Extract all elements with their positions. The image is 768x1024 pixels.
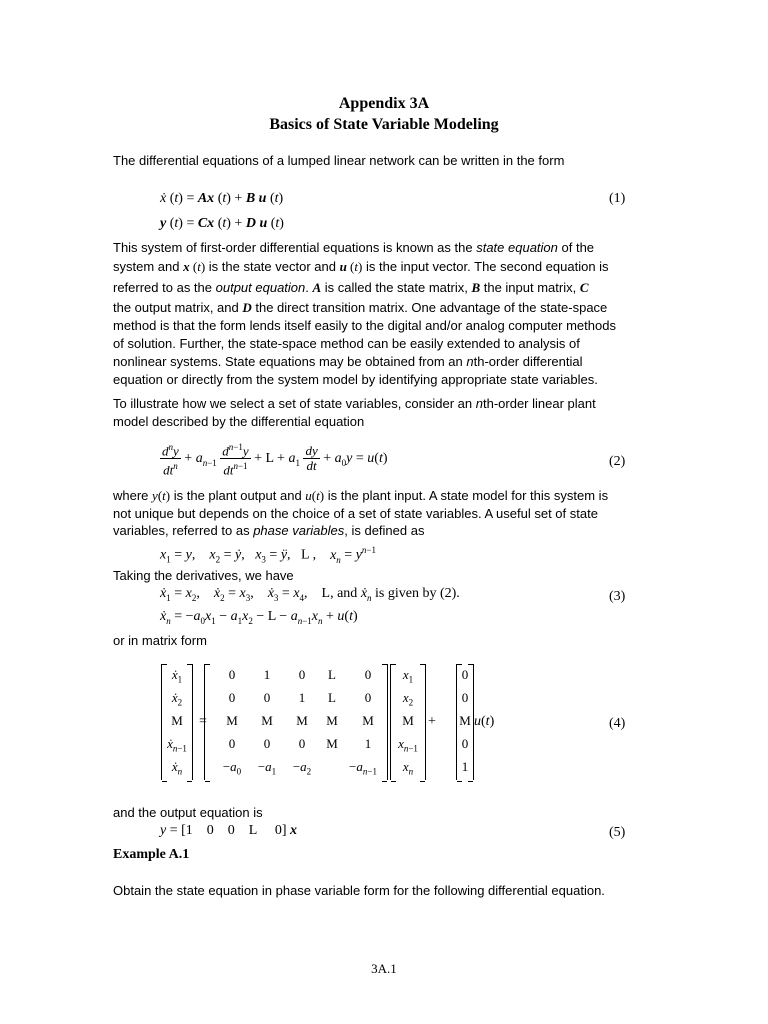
state-equation: ẋ (t) = Ax (t) + B u (t) bbox=[160, 191, 284, 206]
equation-number-2: (2) bbox=[609, 454, 626, 469]
differential-equation: $\frac{d^ny}{dt^n}$ + $a_{n-1}$ $\frac{d^{n-1}y}{dt^{n-1}}$ + $L + a_1$ $\frac{dy}{dt}$ + $a_0y = u(t)$ bbox=[162, 442, 388, 478]
paragraph-line: model described by the differential equation bbox=[113, 414, 365, 429]
input-vector: 0 0 M 0 1 bbox=[456, 664, 474, 780]
state-vector: $x_1$ $x_2$ M $x_{n-1}$ $x_n$ bbox=[390, 664, 426, 780]
intro-paragraph: The differential equations of a lumped linear network can be written in the form bbox=[113, 153, 565, 168]
output-row-equation: y = [1 0 0 L 0] x bbox=[160, 823, 297, 838]
appendix-title: Basics of State Variable Modeling bbox=[269, 116, 499, 133]
example-heading: Example A.1 bbox=[113, 847, 190, 862]
last-derivative-equation: $ẋ_n = -a_0x_1 - a_1x_2 - L - a_{n-1}x_n + u(t)$ bbox=[160, 609, 358, 626]
paragraph-line: system and x (t) is the state vector and u (t) is the input vector. The second equation is bbox=[113, 259, 609, 274]
output-equation: y (t) = Cx (t) + D u (t) bbox=[160, 216, 284, 231]
paragraph-line: of solution. Further, the state-space method can be easily extended to analysis of bbox=[113, 336, 580, 351]
state-derivative-vector: $ẋ_1$ $ẋ_2$ M $ẋ_{n-1}$ $ẋ_n$ bbox=[161, 664, 193, 780]
paragraph-line: nonlinear systems. State equations may be obtained from an nth-order differential bbox=[113, 354, 583, 369]
state-matrix: 0 1 0 L 0 0 0 1 L 0 M M M M M 0 0 0 M 1 $-a_0$ $-a_1$ $-a_2$ $-a_{n-1}$ bbox=[204, 664, 388, 780]
page-number: 3A.1 bbox=[371, 961, 397, 976]
paragraph-line: where y(t) is the plant output and u(t) is the plant input. A state model for this system is bbox=[113, 488, 609, 503]
derivatives-equation: $ẋ_1 = x_2$, $ẋ_2 = x_3$, $ẋ_3 = x_4$, L, and $ẋ_n$ is given by (2). bbox=[160, 586, 460, 603]
paragraph-line: not unique but depends on the choice of a set of state variables. A useful set of state bbox=[113, 506, 598, 521]
paragraph-line: or in matrix form bbox=[113, 633, 207, 648]
paragraph-line: referred to as the output equation. A is called the state matrix, B the input matrix, C bbox=[113, 280, 589, 295]
appendix-heading: Appendix 3A bbox=[338, 95, 430, 112]
paragraph-line: the output matrix, and D the direct transition matrix. One advantage of the state-space bbox=[113, 300, 608, 315]
paragraph-line: method is that the form lends itself easily to the digital and/or analog computer methods bbox=[113, 318, 616, 333]
equation-number-4: (4) bbox=[609, 716, 626, 731]
paragraph-line: variables, referred to as phase variables, is defined as bbox=[113, 523, 425, 538]
paragraph-line: This system of first-order differential equations is known as the state equation of the bbox=[113, 240, 595, 255]
equation-number-1: (1) bbox=[609, 191, 626, 206]
paragraph-line: Taking the derivatives, we have bbox=[113, 568, 294, 583]
equation-number-5: (5) bbox=[609, 825, 626, 840]
paragraph-line: and the output equation is bbox=[113, 805, 263, 820]
phase-variables-definition: $x_1 = y$, $x_2$ = ẏ, $x_3$ = ÿ, L , $x_n = y^{n-1}$ bbox=[160, 545, 376, 565]
document-page: Appendix 3A Basics of State Variable Modeling The differential equations of a lumped linear network can be written in the form ẋ (t) = Ax (t) + B u (t) y (t) = Cx (t) + D u (t) (1) This system of first-order differential equations is known as the state equation of the system and x (t) is the state vector and u (t) is the input vector. The second equation is referred to as the output equation. A is called the state matrix, B the input matrix, C the output matrix, and D the direct transition matrix. One advantage of the state-space method is that the form lends itself easily to the digital and/or analog computer methods of solution. Further, the state-space method can be easily extended to analysis of nonlinear systems. State equations may be obtained from an nth-order differential equation or directly from the system model by identifying appropriate state variables. To illustrate how we select a set of state variables, consider an nth-order linear plant model described by the differential equation $\frac{d^ny}{dt^n}$ + $a_{n-1}$ $\frac{d^{n-1}y}{dt^{n-1}}$ + $L + a_1$ $\frac{dy}{dt}$ + $a_0y = u(t)$ (2) where y(t) is the plant output and u(t) is the plant input. A state model for this system is not unique but depends on the choice of a set of state variables. A useful set of state variables, referred to as phase variables, is defined as $x_1 = y$, $x_2$ = ẏ, $x_3$ = ÿ, L , $x_n = y^{n-1}$ Taking the derivatives, we have $ẋ_1 = x_2$, $ẋ_2 = x_3$, $ẋ_3 = x_4$, L, and $ẋ_n$ is given by (2). $ẋ_n = -a_0x_1 - a_1x_2 - L - a_{n-1}x_n + u(t)$ (3) or in matrix form $ẋ_1$ $ẋ_2$ M $ẋ_{n-1}$ $ẋ_n$ = 0 1 0 L 0 0 0 1 L 0 M M M M M 0 0 0 M 1 $-a_0$ $-a_1$ $-a_2$ $-a_{n-1}$ $x_1$ $x_2$ M $x_{n-1}$ $x_n$ + 0 0 M 0 1 u(t) (4) and the output equation is y = [1 0 0 L 0] x (5) Example A.1 Obtain the state equation in phase variable form for the following differential equation. 3A.1 bbox=[0, 0, 768, 1024]
example-text: Obtain the state equation in phase variable form for the following differential equation. bbox=[113, 883, 605, 898]
paragraph-line: equation or directly from the system model by identifying appropriate state variables. bbox=[113, 372, 598, 387]
equation-number-3: (3) bbox=[609, 589, 626, 604]
paragraph-line: To illustrate how we select a set of state variables, consider an nth-order linear plant bbox=[113, 396, 596, 411]
